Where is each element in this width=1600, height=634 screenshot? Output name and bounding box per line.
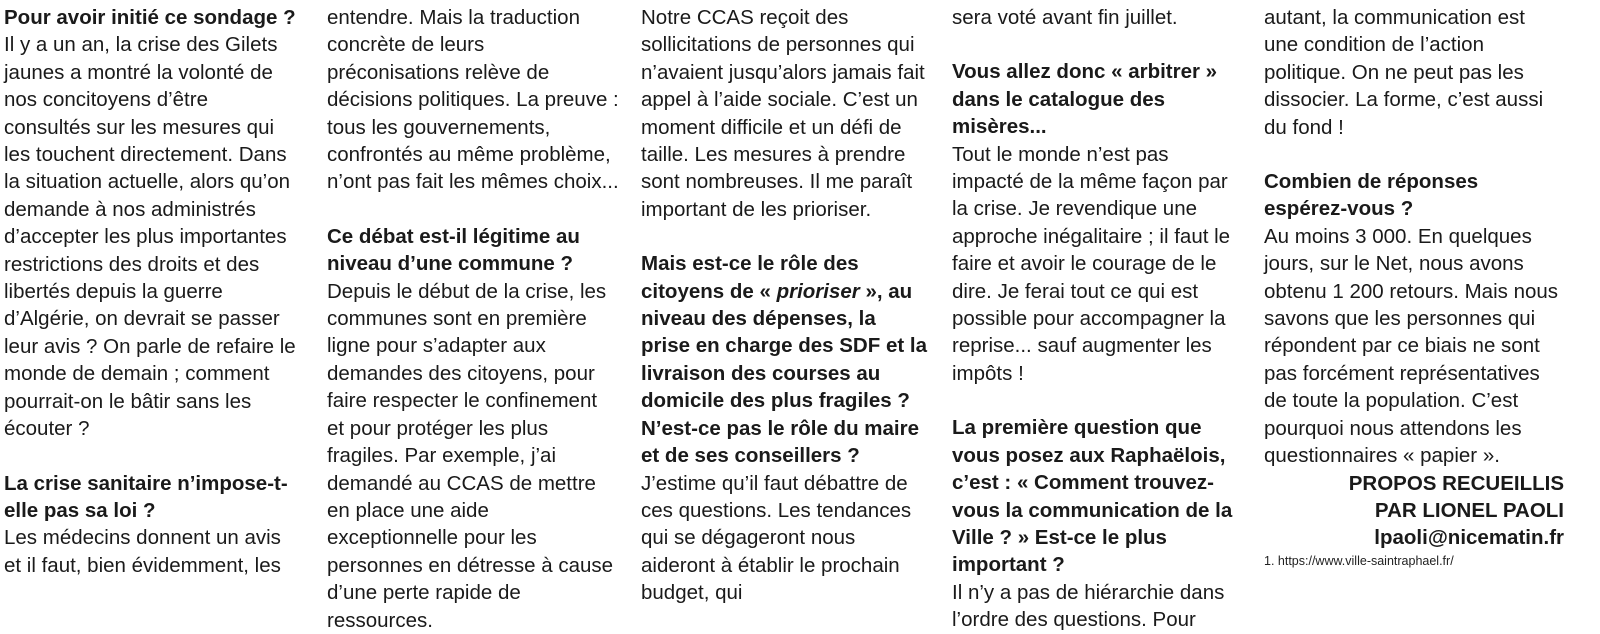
signature-line: PAR LIONEL PAOLI (1374, 498, 1564, 522)
column-4 (952, 4, 1234, 632)
column-3 (641, 4, 928, 605)
column-5 (1264, 4, 1564, 568)
question-heading: Mais est-ce le rôle des citoyens de « prioriser », au niveau des dépenses, la prise en charge des SDF et la livraison des courses au domicile des plus fragiles ? N’est-ce pas le rôle du maire et de ses conseillers ? (641, 252, 927, 468)
signature-line: PROPOS RECUEILLIS (1348, 471, 1564, 495)
column-2 (327, 4, 619, 632)
question-heading: Vous allez donc « arbitrer » dans le catalogue des misères... (952, 60, 1218, 139)
answer-paragraph: Notre CCAS reçoit des sollicitations de personnes qui n’avaient jusqu’alors jamais fait appel à l’aide sociale. C’est un moment difficile et un défi de taille. Les mesures à prendre sont nombreuses. Il me paraît important de les prioriser. (641, 6, 925, 221)
answer-paragraph: Les médecins donnent un avis et il faut, bien évidemment, les (4, 526, 281, 577)
footnote-link[interactable]: 1. https://www.ville-saintraphael.fr/ (1264, 553, 1454, 568)
column-1 (4, 4, 296, 577)
answer-paragraph: Il y a un an, la crise des Gilets jaunes a montré la volonté de nos concitoyens d’être consultés sur les mesures qui les touchent directement. Dans la situation actuelle, alors qu’on demande à nos administrés d’accepter les plus importantes restrictions des droits et des libertés depuis la guerre d’Algérie, on devrait se passer leur avis ? On parle de refaire le monde de demain ; comment pourrait-on le bâtir sans les écouter ? (4, 33, 296, 441)
question-heading: Pour avoir initié ce sondage ? (4, 6, 296, 29)
answer-paragraph: autant, la communication est une condition de l’action politique. On ne peut pas les dissocier. La forme, c’est aussi du fond ! (1264, 6, 1544, 139)
question-heading: Combien de réponses espérez-vous ? (1264, 170, 1479, 221)
author-email[interactable]: lpaoli@nicematin.fr (1374, 526, 1564, 550)
answer-paragraph: J’estime qu’il faut débattre de ces questions. Les tendances qui se dégageront nous aideront à établir le prochain budget, qui (641, 471, 912, 605)
answer-paragraph: Tout le monde n’est pas impacté de la même façon par la crise. Je revendique une approche inégalitaire ; il faut le faire et avoir le courage de le dire. Je ferai tout ce qui est possible pour accompagner la reprise... sauf augmenter les impôts ! (952, 142, 1231, 385)
answer-paragraph: Depuis le début de la crise, les communes sont en première ligne pour s’adapter aux demandes des citoyens, pour faire respecter le confinement et pour protéger les plus fragiles. Par exemple, j’ai demandé au CCAS de mettre en place une aide exceptionnelle pour les personnes en détresse à cause d’une perte rapide de ressources. (327, 279, 614, 632)
question-heading: Ce débat est-il légitime au niveau d’une commune ? (327, 224, 580, 276)
answer-paragraph: Il n’y a pas de hiérarchie dans l’ordre des questions. Pour (952, 580, 1225, 632)
question-heading: La première question que vous posez aux Raphaëlois, c’est : « Comment trouvez-vous la communication de la Ville ? » Est-ce le plus important ? (952, 416, 1233, 577)
question-heading: La crise sanitaire n’impose-t-elle pas sa loi ? (4, 471, 288, 522)
answer-paragraph: sera voté avant fin juillet. (952, 6, 1178, 29)
answer-paragraph: entendre. Mais la traduction concrète de leurs préconisations relève de décisions politiques. La preuve : tous les gouvernements, confrontés au même problème, n’ont pas fait les mêmes choix... (327, 6, 619, 194)
answer-paragraph: Au moins 3 000. En quelques jours, sur le Net, nous avons obtenu 1 200 retours. Mais nous savons que les personnes qui répondent par ce biais ne sont pas forcément représentatives de toute la population. C’est pourquoi nous attendons les questionnaires « papier ». (1264, 224, 1559, 468)
